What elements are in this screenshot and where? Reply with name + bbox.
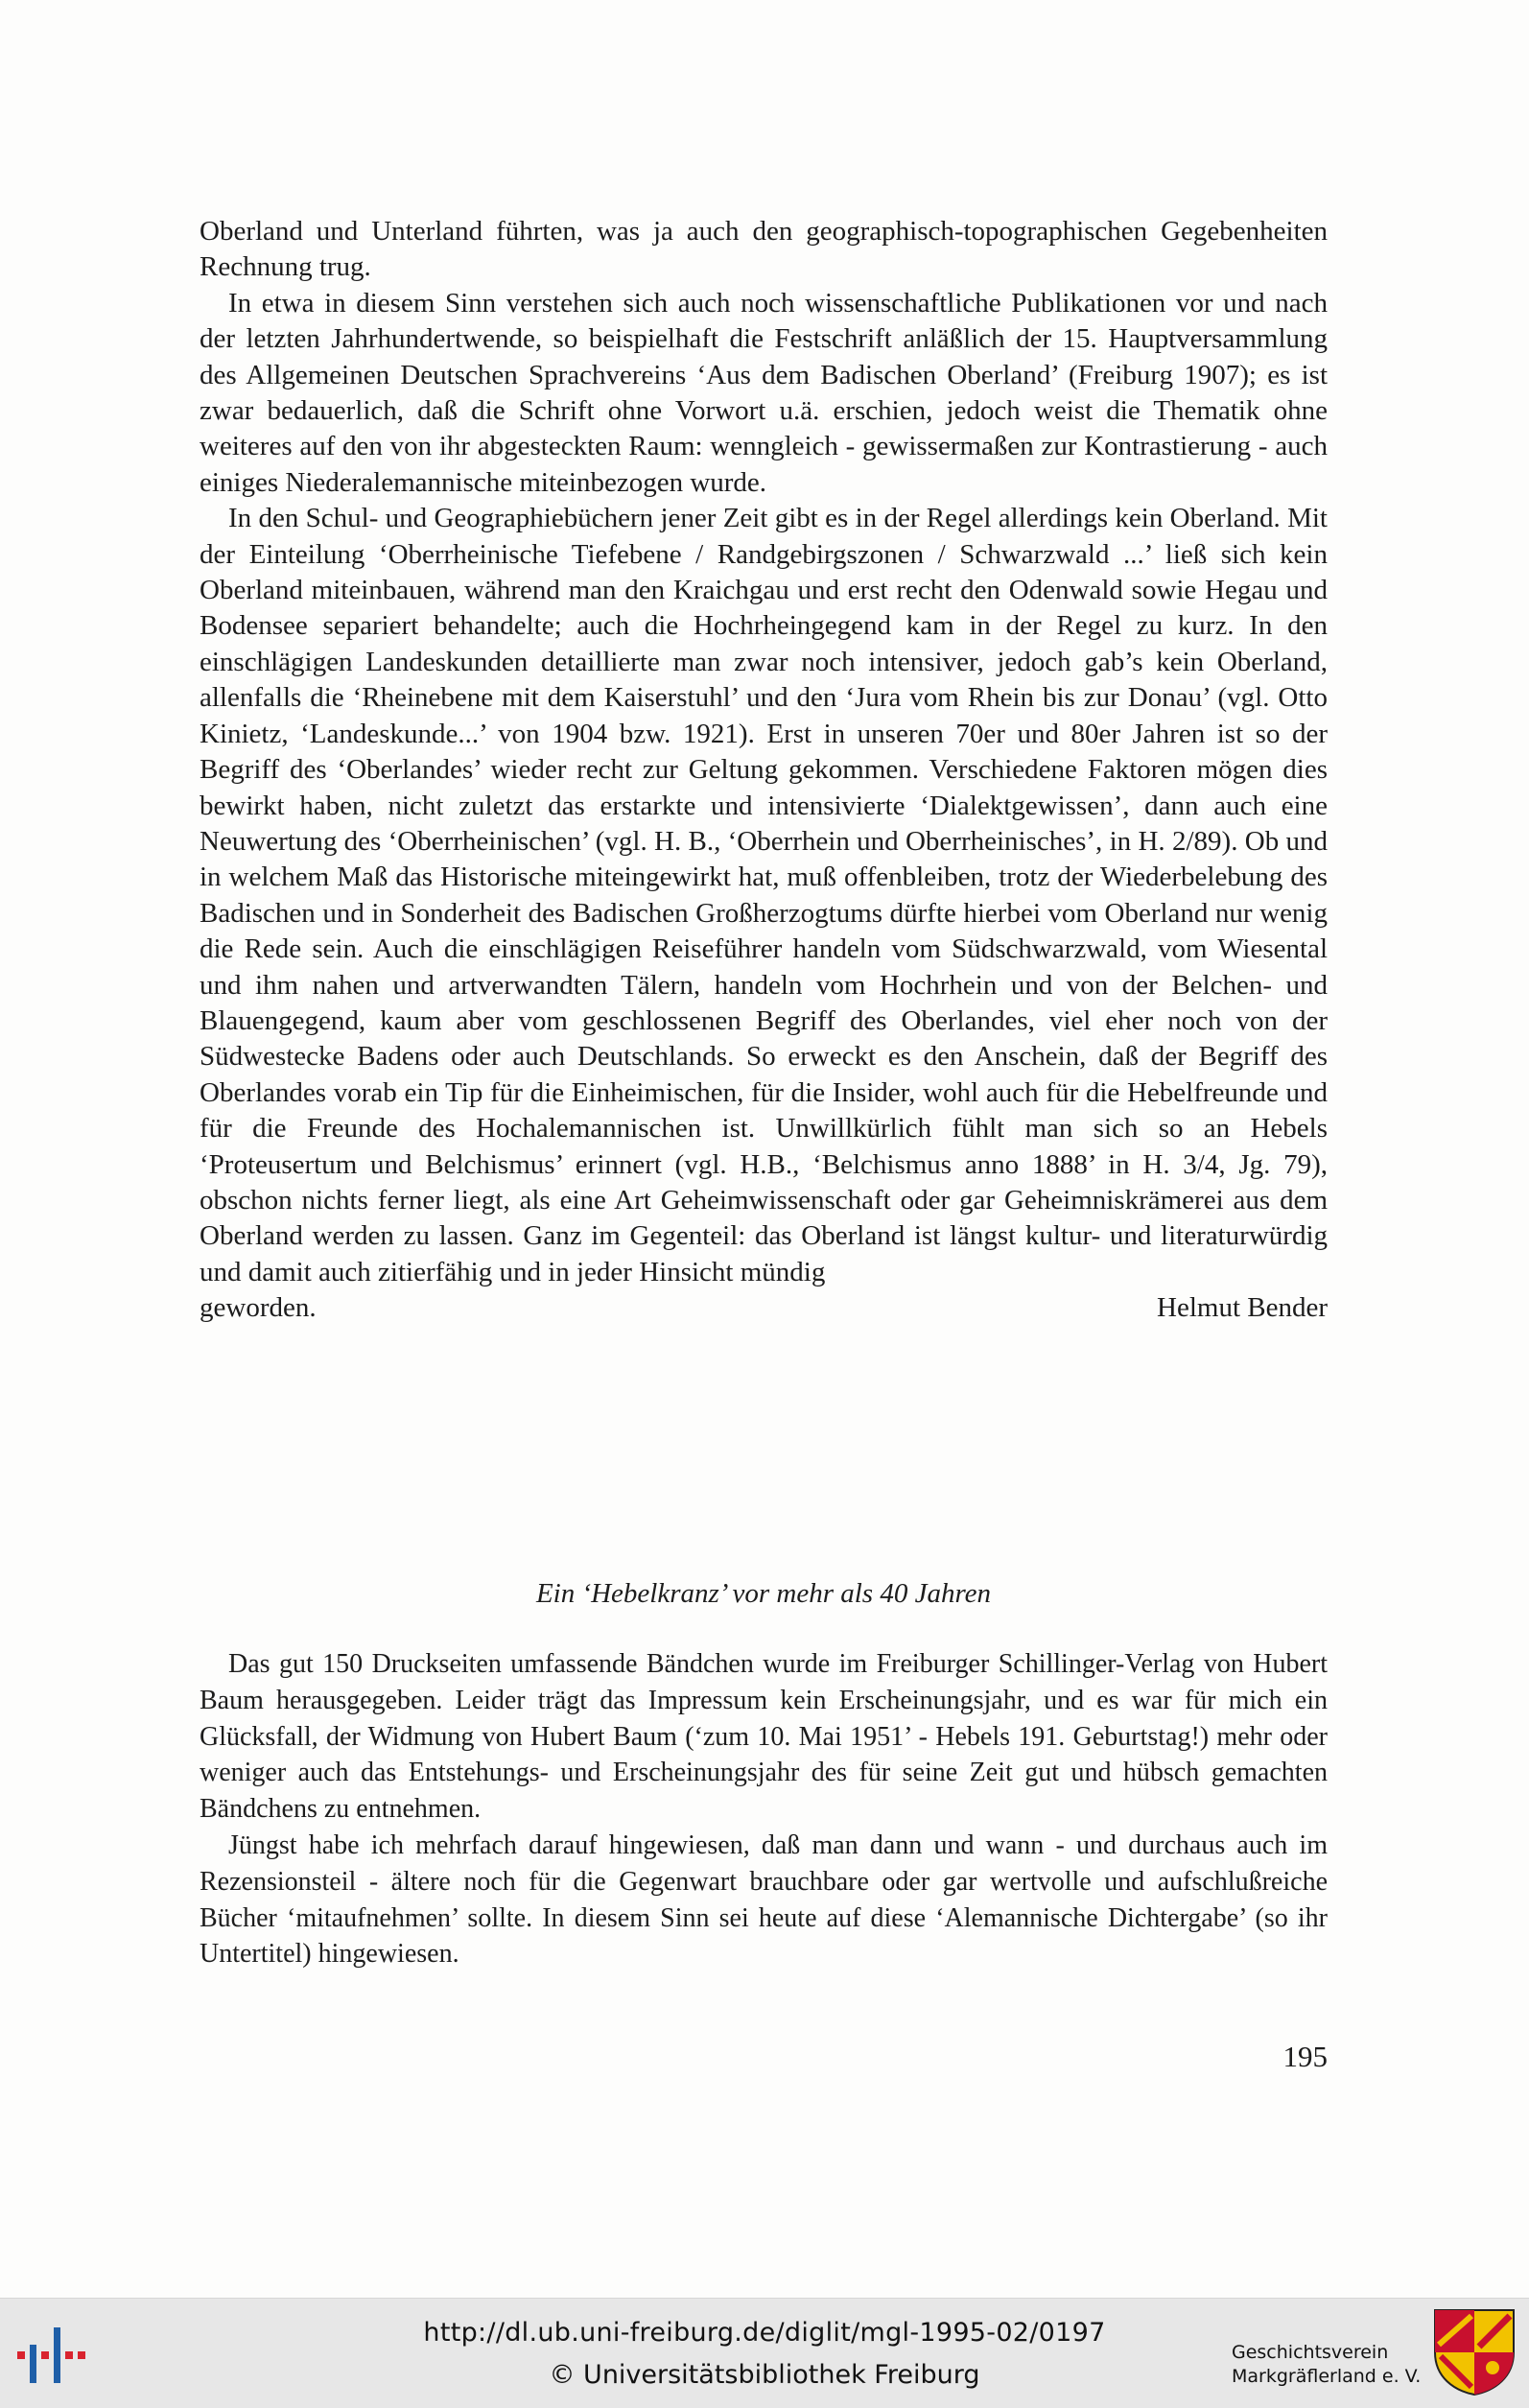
paragraph: Oberland und Unterland führten, was ja auch den geographisch-topographischen Gegebenheiten Rechnung trug.: [200, 216, 1328, 283]
author-signature: Helmut Bender: [1157, 1292, 1328, 1324]
article-section-hebelkranz: [200, 1646, 1328, 1972]
society-name: [1232, 2341, 1421, 2389]
society-name-line: Geschichtsverein: [1232, 2342, 1389, 2363]
paragraph: Das gut 150 Druckseiten umfassende Bändchen wurde im Freiburger Schillinger-Verlag von Hubert Baum herausgegeben. Leider trägt das Impressum kein Erscheinungsjahr, und es war für mich ein Glücksfall, der Widmung von Hubert Baum (‘zum 10. Mai 1951’ - Hebels 191. Geburtstag!) mehr oder weniger auch das Entstehungs- und Erscheinungsjahr des für seine Zeit gut und hübsch gemachten Bändchens zu entnehmen.: [200, 1649, 1328, 1825]
page-number: 195: [1282, 2040, 1328, 2073]
coat-of-arms-icon[interactable]: [1433, 2308, 1516, 2396]
copyright-notice: © Universitätsbibliothek Freiburg: [549, 2360, 980, 2390]
society-name-line: Markgräflerland e. V.: [1232, 2366, 1422, 2387]
section-heading: Ein ‘Hebelkranz’ vor mehr als 40 Jahren: [535, 1578, 992, 1609]
viewer-footer: [0, 2298, 1529, 2408]
article-section-oberland: [200, 214, 1328, 1327]
closing-line: [200, 1290, 1328, 1326]
paragraph: In etwa in diesem Sinn verstehen sich auch noch wissenschaftliche Publikationen vor und nach der letzten Jahrhundertwende, so beispielhaft die Festschrift anläßlich der 15. Hauptversammlung des Allgemeinen Deutschen Sprachvereins ‘Aus dem Badischen Oberland’ (Freiburg 1907); es ist zwar bedauerlich, daß die Schrift ohne Vorwort u.ä. erschien, jedoch weist die Thematik ohne weiteres auf den von ihr abgesteckten Raum: wenngleich - gewissermaßen zur Kontrastierung - auch einiges Niederalemannische miteinbezogen wurde.: [200, 287, 1328, 498]
paragraph: In den Schul- und Geographiebüchern jener Zeit gibt es in der Regel allerdings kein Oberland. Mit der Einteilung ‘Oberrheinische Tiefebene / Randgebirgszonen / Schwarzwald ...’ ließ sich kein Oberland miteinbauen, während man den Kraichgau und erst recht den Odenwald sowie Hegau und Bodensee separiert behandelte; auch die Hochrheingegend kam in der Regel zu kurz. In den einschlägigen Landeskunden detaillierte man zwar noch intensiver, jedoch gab’s kein Oberland, allenfalls die ‘Rheinebene mit dem Kaiserstuhl’ und den ‘Jura vom Rhein bis zur Donau’ (vgl. Otto Kinietz, ‘Landeskunde...’ von 1904 bzw. 1921). Erst in unseren 70er und 80er Jahren ist so der Begriff des ‘Oberlandes’ wieder recht zur Geltung gekommen. Verschiedene Faktoren mögen dies bewirkt haben, nicht zuletzt das erstarkte und intensivierte ‘Dialektgewissen’, dann auch eine Neuwertung des ‘Oberrheinischen’ (vgl. H. B., ‘Oberrhein und Oberrheinisches’, in H. 2/89). Ob und in welchem Maß das Historische miteingewirkt hat, muß offenbleiben, trotz der Wiederbelebung des Badischen und in Sonderheit des Badischen Großherzogtums dürfte hierbei vom Oberland nur wenig die Rede sein. Auch die einschlägigen Reiseführer handeln vom Südschwarzwald, vom Wiesental und ihm nahen und artverwandten Tälern, handeln vom Hochrhein und von der Belchen- und Blauengegend, kaum aber vom geschlossenen Begriff des Oberlandes, viel eher noch von der Südwestecke Badens oder auch Deutschlands. So erweckt es den Anschein, daß der Begriff des Oberlandes vorab ein Tip für die Einheimischen, für die Insider, wohl auch für die Hebelfreunde und für die Freunde des Hochalemannischen ist. Unwillkürlich fühlt man sich so an Hebels ‘Proteusertum und Belchismus’ erinnert (vgl. H.B., ‘Belchismus anno 1888’ in H. 3/4, Jg. 79), obschon nichts ferner liegt, als eine Art Geheimwissenschaft oder gar Geheimniskrämerei aus dem Oberland werden zu lassen. Ganz im Gegenteil: das Oberland ist längst kultur- und literaturwürdig und damit auch zitierfähig und in jeder Hinsicht mündig: [200, 503, 1328, 1287]
paragraph: Jüngst habe ich mehrfach darauf hingewiesen, daß man dann und wann - und durchaus auch im Rezensionsteil - ältere noch für die Gegenwart brauchbare oder gar wertvolle und aufschlußreiche Bücher ‘mitaufnehmen’ sollte. In diesem Sinn sei heute auf diese ‘Alemannische Dichtergabe’ (so ihr Untertitel) hingewiesen.: [200, 1830, 1328, 1970]
permalink-url[interactable]: http://dl.ub.uni-freiburg.de/diglit/mgl-1995-02/0197: [423, 2318, 1106, 2348]
paragraph-last-line: geworden.: [200, 1292, 317, 1324]
